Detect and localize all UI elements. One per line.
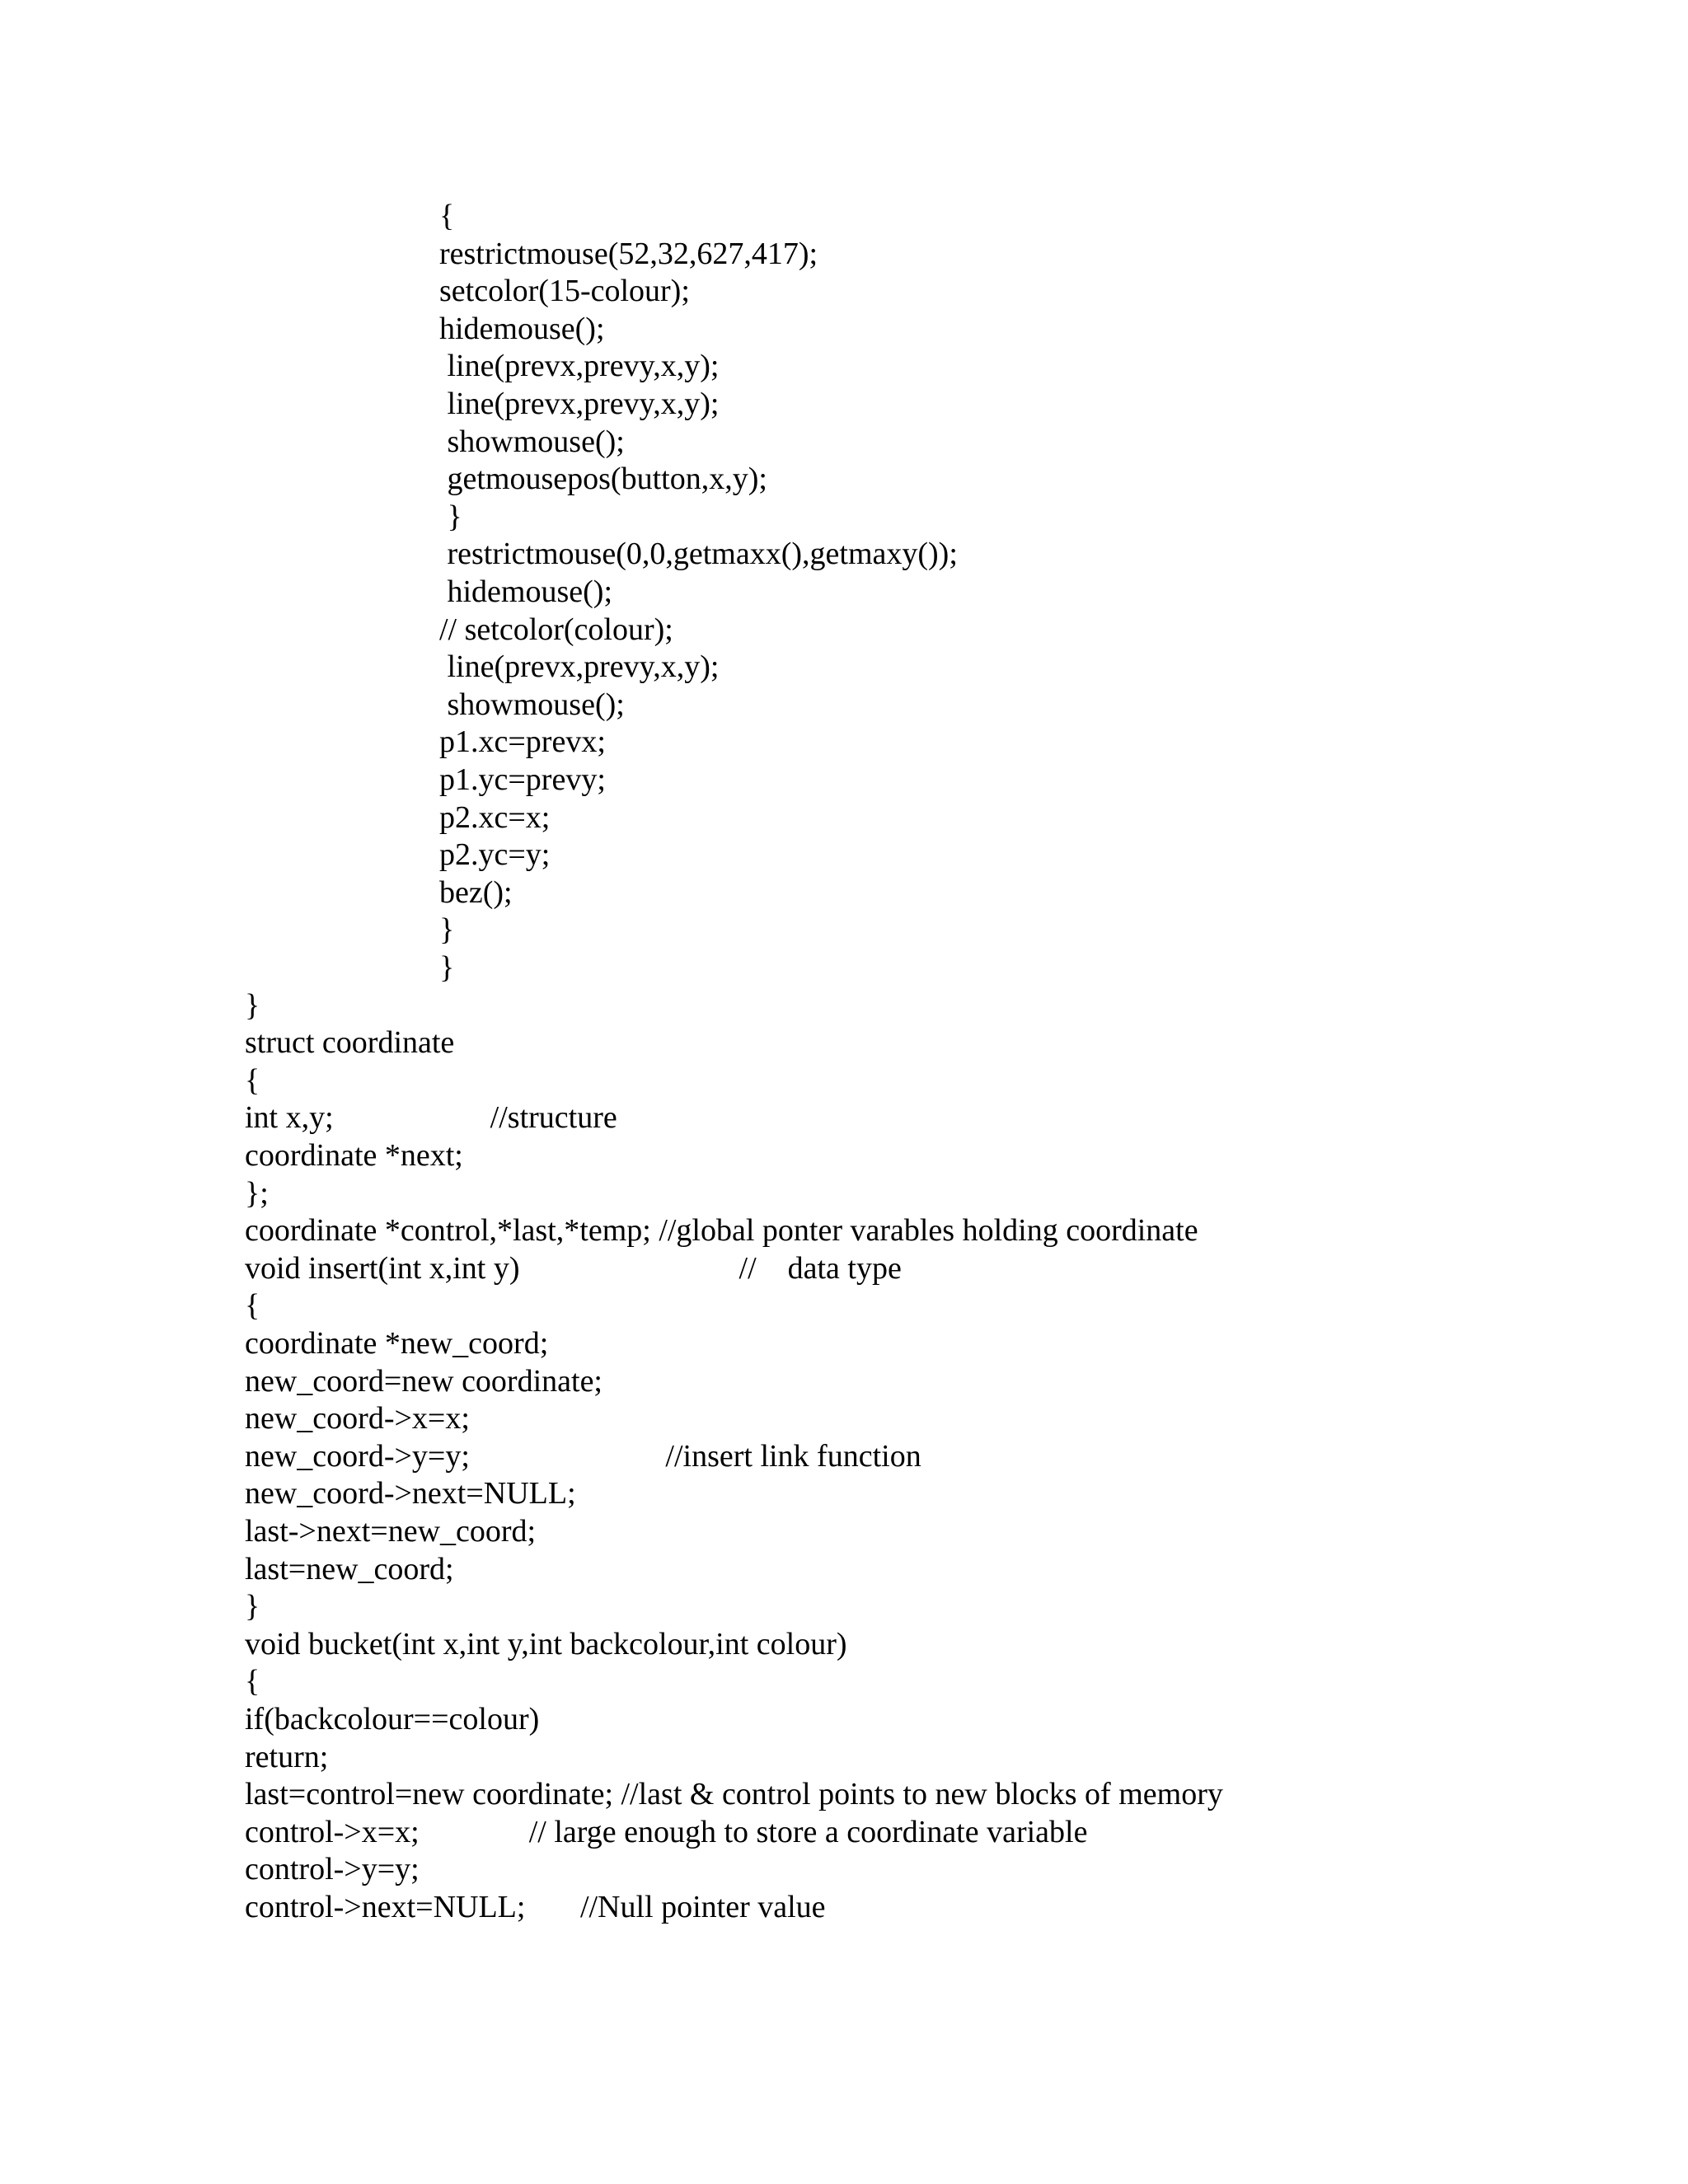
code-line: } <box>245 987 260 1023</box>
code-line: restrictmouse(52,32,627,417); <box>439 236 818 271</box>
code-line: } <box>439 950 455 985</box>
code-line: control->next=NULL; //Null pointer value <box>245 1890 826 1924</box>
code-line: control->y=y; <box>245 1852 420 1887</box>
code-line: line(prevx,prevy,x,y); <box>439 387 720 421</box>
code-line: } <box>245 1589 260 1624</box>
code-line: struct coordinate <box>245 1025 455 1061</box>
code-line: new_coord=new coordinate; <box>245 1363 603 1399</box>
code-line: p2.xc=x; <box>439 799 551 835</box>
code-line: showmouse(); <box>439 424 625 459</box>
code-line: bez(); <box>439 874 513 910</box>
code-line: getmousepos(button,x,y); <box>439 462 767 497</box>
code-line: void insert(int x,int y) // data type <box>245 1250 902 1286</box>
code-line: { <box>245 1288 260 1324</box>
code-line: p1.yc=prevy; <box>439 762 606 797</box>
code-line: control->x=x; // large enough to store a coordinate variable <box>245 1814 1088 1849</box>
code-line: int x,y; //structure <box>245 1100 617 1136</box>
code-line: if(backcolour==colour) <box>245 1702 540 1736</box>
code-line: { <box>245 1664 260 1699</box>
code-line: } <box>439 912 455 948</box>
code-line: { <box>439 199 455 233</box>
code-line: coordinate *next; <box>245 1138 463 1173</box>
code-line: new_coord->x=x; <box>245 1401 470 1436</box>
code-line: // setcolor(colour); <box>439 612 673 647</box>
code-line: return; <box>245 1739 329 1774</box>
code-line: coordinate *new_coord; <box>245 1326 549 1361</box>
code-line: hidemouse(); <box>439 574 613 609</box>
code-line: p1.xc=prevx; <box>439 724 606 760</box>
code-line: { <box>245 1062 260 1098</box>
code-line: hidemouse(); <box>439 311 605 346</box>
code-line: new_coord->next=NULL; <box>245 1476 576 1511</box>
code-line: line(prevx,prevy,x,y); <box>439 349 720 384</box>
code-line: p2.yc=y; <box>439 837 551 873</box>
code-line: line(prevx,prevy,x,y); <box>439 649 720 685</box>
code-line: last=control=new coordinate; //last & control points to new blocks of memory <box>245 1777 1223 1812</box>
code-line: last=new_coord; <box>245 1551 454 1586</box>
code-line: new_coord->y=y; //insert link function <box>245 1438 921 1474</box>
code-line: restrictmouse(0,0,getmaxx(),getmaxy()); <box>439 537 958 572</box>
code-line: last->next=new_coord; <box>245 1514 537 1549</box>
code-line: }; <box>245 1175 269 1211</box>
code-line: void bucket(int x,int y,int backcolour,int colour) <box>245 1626 847 1661</box>
code-line: coordinate *control,*last,*temp; //global ponter varables holding coordinate <box>245 1213 1198 1249</box>
code-line: showmouse(); <box>439 687 625 722</box>
code-line: } <box>439 499 462 534</box>
code-line: setcolor(15-colour); <box>439 274 690 309</box>
